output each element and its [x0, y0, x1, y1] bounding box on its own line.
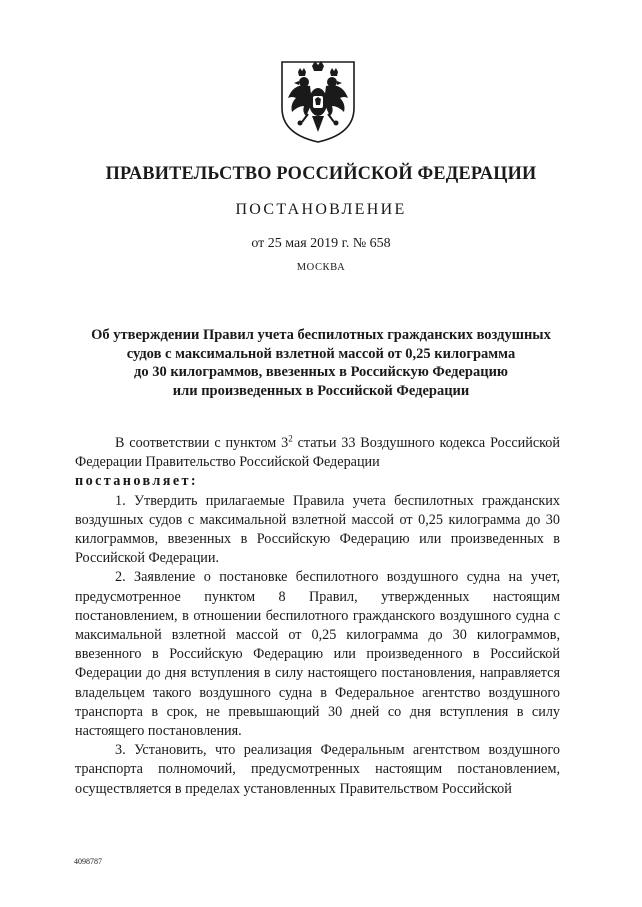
- government-title: ПРАВИТЕЛЬСТВО РОССИЙСКОЙ ФЕДЕРАЦИИ: [105, 163, 537, 184]
- decree-date-number: от 25 мая 2019 г. № 658: [251, 236, 391, 251]
- heading-line: Об утверждении Правил учета беспилотных гражданских воздушных: [91, 327, 551, 343]
- intro-end: статьи 33 Воздушного кодекса Российской Федерации Правительство Российской Федерации: [75, 435, 560, 471]
- heading-line: судов с максимальной взлетной массой от 0,25 килограмма: [126, 345, 516, 362]
- resolution-word: постановляет:: [75, 473, 199, 490]
- double-headed-eagle-icon: [268, 52, 368, 144]
- intro-start: В соответствии с пунктом 3: [115, 435, 289, 451]
- document-type: ПОСТАНОВЛЕНИЕ: [235, 201, 407, 218]
- decree-body: [75, 434, 560, 799]
- heading-line: или произведенных в Российской Федерации: [172, 382, 470, 399]
- clause-2: 2. Заявление о постановке беспилотного воздушного судна на учет, предусмотренное пунктом 8 Правил, утвержденных настоящим постановлением, в отношении беспилотного гражданского воздушного судна с максимальной взлетной массой от 0,25 килограмма до 30 килограммов, ввезенного в Российскую Федерацию или произведенного в Российской Федерации до дня вступления в силу настоящего постановления, направляется владельцем такого воздушного судна в Федеральное агентство воздушного транспорта в срок, не превышающий 30 дней со дня вступления в силу настоящего постановления.: [75, 569, 560, 740]
- coat-of-arms-emblem: [268, 52, 368, 144]
- heading-line: до 30 килограммов, ввезенных в Российскую Федерацию: [133, 364, 509, 380]
- clause-3: 3. Установить, что реализация Федеральным агентством воздушного транспорта полномочий, предусмотренных настоящим постановлением, осуществляется в пределах установленных Правительством Российской: [75, 742, 560, 797]
- resolution-word-paragraph: [75, 472, 560, 491]
- intro-superscript: 2: [288, 433, 293, 444]
- city-name: МОСКВА: [296, 262, 346, 273]
- clause-1: 1. Утвердить прилагаемые Правила учета беспилотных гражданских воздушных судов с максимальной взлетной массой от 0,25 килограмма до 30 килограммов, ввезенных в Российскую Федерацию или произведенных в Российской Федерации.: [75, 492, 560, 567]
- document-code: 4098787: [74, 857, 102, 866]
- decree-heading: [60, 326, 582, 400]
- intro-paragraph: [75, 434, 560, 472]
